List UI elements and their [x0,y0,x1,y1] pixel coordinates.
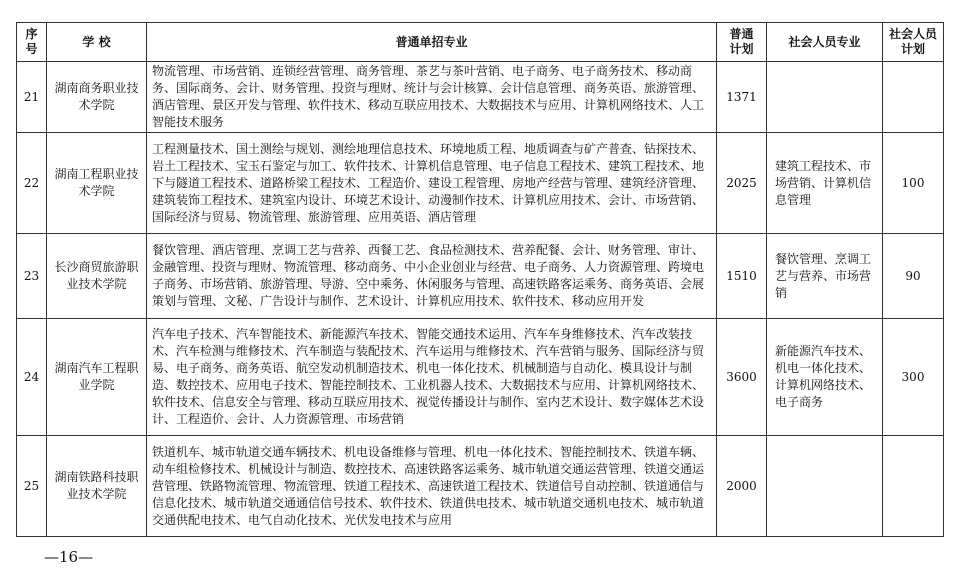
row-plan: 3600 [717,319,767,436]
row-school: 湖南商务职业技术学院 [47,62,147,133]
row-majors: 餐饮管理、酒店管理、烹调工艺与营养、西餐工艺、食品检测技术、营养配餐、会计、财务管理、审计、金融管理、投资与理财、物流管理、移动商务、中小企业创业与经营、电子商务、人力资源管理、跨境电子商务、市场营销、旅游管理、导游、空中乘务、休闲服务与管理、高速铁路客运乘务、商务英语、会展策划与管理、文秘、广告设计与制作、艺术设计、计算机应用技术、软件技术、移动应用开发 [147,234,717,319]
row-majors: 铁道机车、城市轨道交通车辆技术、机电设备维修与管理、机电一体化技术、智能控制技术、铁道车辆、动车组检修技术、机械设计与制造、数控技术、高速铁路客运乘务、城市轨道交通运营管理、铁道交通运营管理、铁路物流管理、物流管理、铁道工程技术、高速铁道工程技术、铁道信号自动控制、铁道通信与信息化技术、城市轨道交通通信信号技术、软件技术、铁道供电技术、城市轨道交通机电技术、城市轨道交通供配电技术、电气自动化技术、光伏发电技术与应用 [147,436,717,537]
row-social-plan [883,62,944,133]
row-seq: 23 [17,234,47,319]
row-seq: 24 [17,319,47,436]
table-row [17,133,944,234]
table-row [17,62,944,133]
header-seq: 序号 [17,23,47,62]
row-school: 长沙商贸旅游职业技术学院 [47,234,147,319]
row-social-plan [883,436,944,537]
row-plan: 2000 [717,436,767,537]
table-row [17,436,944,537]
row-plan: 2025 [717,133,767,234]
row-social-majors: 新能源汽车技术、机电一体化技术、计算机网络技术、电子商务 [767,319,883,436]
header-social-plan: 社会人员计划 [883,23,944,62]
header-social-majors: 社会人员专业 [767,23,883,62]
row-plan: 1510 [717,234,767,319]
row-school: 湖南铁路科技职业技术学院 [47,436,147,537]
table-row [17,234,944,319]
row-seq: 22 [17,133,47,234]
header-school: 学 校 [47,23,147,62]
header-majors: 普通单招专业 [147,23,717,62]
header-plan: 普通计划 [717,23,767,62]
row-seq: 25 [17,436,47,537]
row-seq: 21 [17,62,47,133]
row-plan: 1371 [717,62,767,133]
row-social-majors [767,62,883,133]
row-school: 湖南工程职业技术学院 [47,133,147,234]
header-row [17,23,944,62]
row-majors: 工程测量技术、国土测绘与规划、测绘地理信息技术、环境地质工程、地质调查与矿产普查、钻探技术、岩土工程技术、宝玉石鉴定与加工、软件技术、计算机信息管理、电子信息工程技术、建筑工程技术、地下与隧道工程技术、道路桥梁工程技术、工程造价、建设工程管理、房地产经营与管理、建筑经济管理、建筑装饰工程技术、建筑室内设计、环境艺术设计、动漫制作技术、计算机应用技术、会计、市场营销、国际经济与贸易、物流管理、旅游管理、应用英语、酒店管理 [147,133,717,234]
row-social-majors: 餐饮管理、烹调工艺与营养、市场营销 [767,234,883,319]
row-social-majors: 建筑工程技术、市场营销、计算机信息管理 [767,133,883,234]
row-majors: 物流管理、市场营销、连锁经营管理、商务管理、茶艺与茶叶营销、电子商务、电子商务技术、移动商务、国际商务、会计、财务管理、投资与理财、统计与会计核算、会计信息管理、商务英语、旅游管理、酒店管理、景区开发与管理、软件技术、移动互联应用技术、大数据技术与应用、计算机网络技术、人工智能技术服务 [147,62,717,133]
row-school: 湖南汽车工程职业学院 [47,319,147,436]
page-number: —16— [44,548,94,566]
row-social-plan: 90 [883,234,944,319]
row-social-plan: 300 [883,319,944,436]
enrollment-table [16,22,944,537]
row-social-plan: 100 [883,133,944,234]
row-social-majors [767,436,883,537]
table-row [17,319,944,436]
row-majors: 汽车电子技术、汽车智能技术、新能源汽车技术、智能交通技术运用、汽车车身维修技术、汽车改装技术、汽车检测与维修技术、汽车制造与装配技术、汽车运用与维修技术、汽车营销与服务、国际经济与贸易、电子商务、商务英语、航空发动机制造技术、机电一体化技术、机械制造与自动化、模具设计与制造、数控技术、应用电子技术、智能控制技术、工业机器人技术、大数据技术与应用、计算机网络技术、软件技术、信息安全与管理、移动互联应用技术、视觉传播设计与制作、室内艺术设计、数字媒体艺术设计、工程造价、会计、人力资源管理、市场营销 [147,319,717,436]
